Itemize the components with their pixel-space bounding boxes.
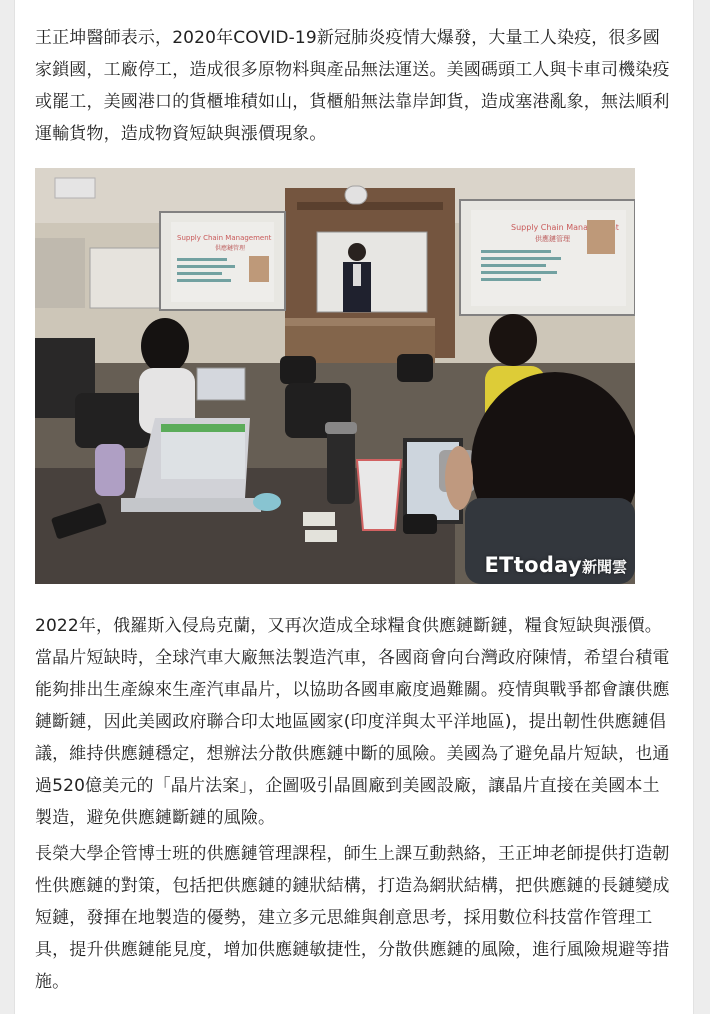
classroom-photo — [35, 168, 635, 584]
article-paragraph-3: 長榮大學企管博士班的供應鏈管理課程，師生上課互動熱絡，王正坤老師提供打造韌性供應鏈的對策，包括把供應鏈的鏈狀結構，打造為網狀結構，把供應鏈的長鏈變成短鏈，發揮在地製造的優勢，建立多元思維與創意思考，採用數位科技當作管理工具，提升供應鏈能見度，增加供應鏈敏捷性，分散供應鏈的風險，進行風險規避等措施。 — [35, 844, 670, 992]
watermark-brand: ETtoday — [484, 553, 582, 577]
article-paragraph-1: 王正坤醫師表示，2020年COVID-19新冠肺炎疫情大爆發，大量工人染疫，很多國家鎖國，工廠停工，造成很多原物料與產品無法運送。美國碼頭工人與卡車司機染疫或罷工，美國港口的貨櫃堆積如山，貨櫃船無法靠岸卸貨，造成塞港亂象，無法順利運輸貨物，造成物資短缺與漲價現象。 — [35, 28, 670, 144]
article-photo — [35, 168, 635, 584]
article-paragraph-2: 2022年，俄羅斯入侵烏克蘭，又再次造成全球糧食供應鏈斷鏈，糧食短缺與漲價。當晶片短缺時，全球汽車大廠無法製造汽車，各國商會向台灣政府陳情，希望台積電能夠排出生產線來生產汽車晶片，以協助各國車廠度過難關。疫情與戰爭都會讓供應鏈斷鏈，因此美國政府聯合印太地區國家(印度洋與太平洋地區)，提出韌性供應鏈倡議，維持供應鏈穩定，想辦法分散供應鏈中斷的風險。美國為了避免晶片短缺，也通過520億美元的「晶片法案」，企圖吸引晶圓廠到美國設廠，讓晶片直接在美國本土製造，避免供應鏈斷鏈的風險。 — [35, 616, 670, 828]
watermark-suffix: 新聞雲 — [581, 558, 627, 576]
ettoday-watermark — [485, 553, 628, 577]
article-card — [14, 0, 694, 1014]
